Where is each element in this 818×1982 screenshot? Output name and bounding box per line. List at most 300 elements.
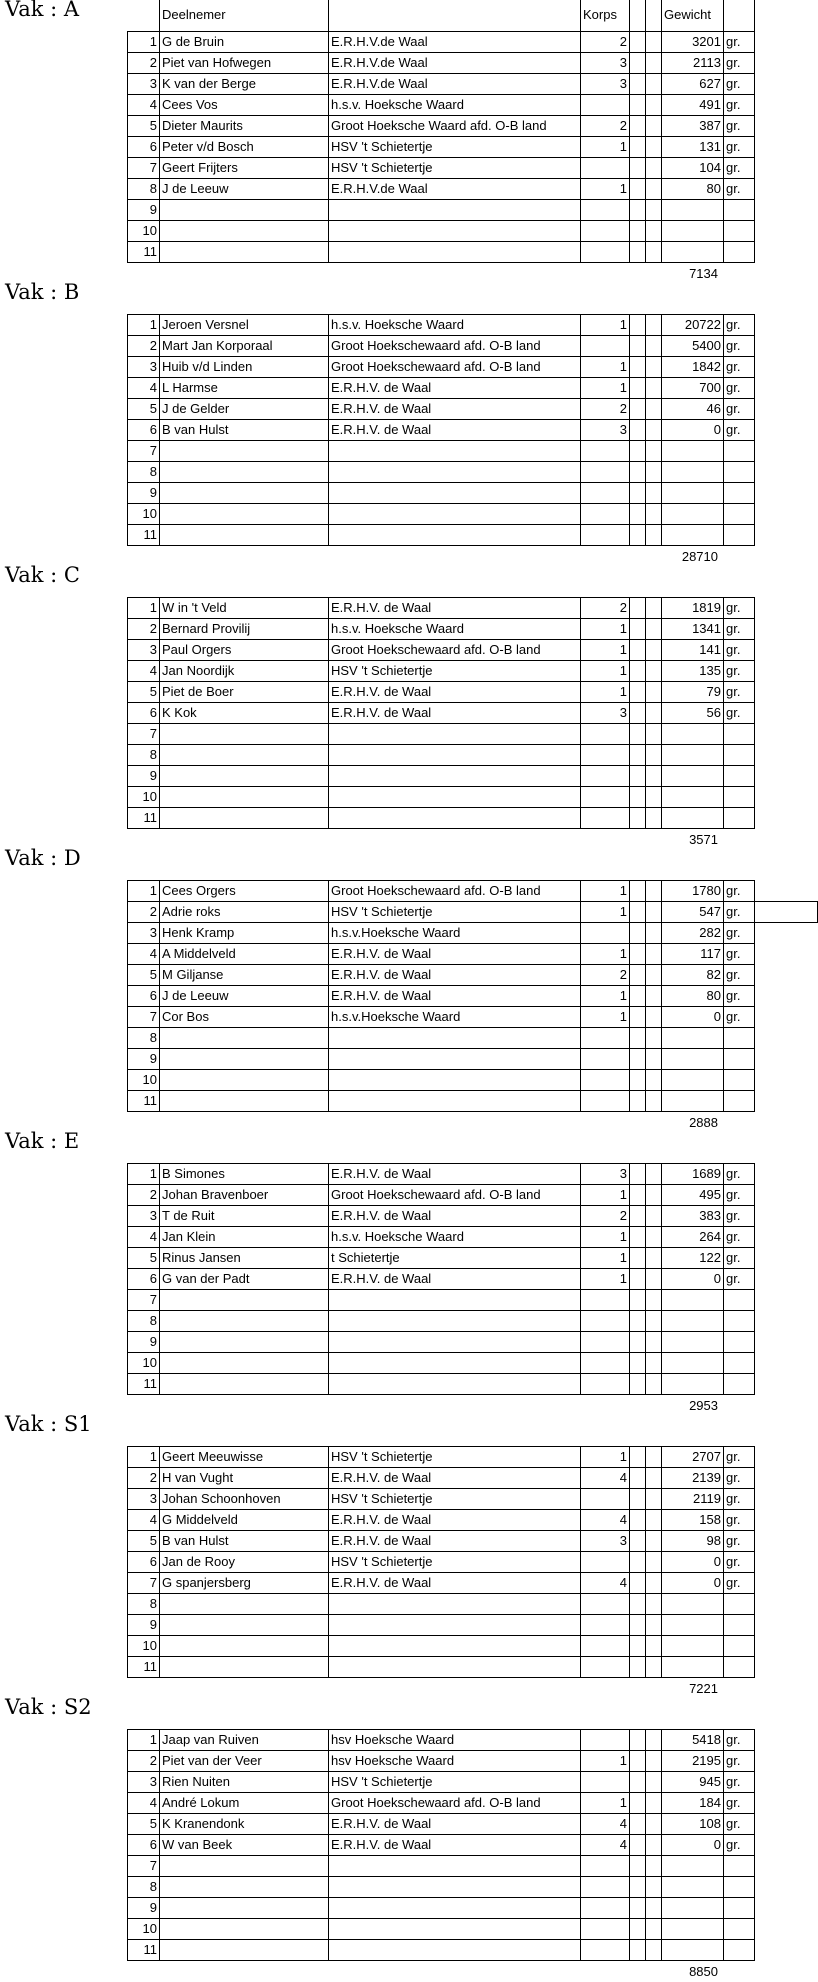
weight-unit: gr.	[726, 988, 741, 1003]
row-number: 3	[149, 925, 157, 940]
participant-name	[160, 1049, 328, 1069]
header-korps: Korps	[583, 7, 617, 22]
table-row	[0, 1468, 818, 1488]
table-row	[0, 787, 818, 807]
row-number: 6	[149, 705, 157, 720]
participant-name	[160, 1877, 328, 1897]
weight-value: 282	[699, 925, 721, 940]
club-name: HSV 't Schietertje	[331, 1554, 433, 1569]
participant-name	[160, 462, 328, 482]
club-name	[329, 724, 580, 744]
row-number: 6	[149, 988, 157, 1003]
participant-name: K van der Berge	[162, 76, 256, 91]
weight-unit: gr.	[726, 1250, 741, 1265]
participant-name	[160, 504, 328, 524]
participant-name	[160, 1898, 328, 1918]
table-row	[0, 619, 818, 639]
weight-value: 1780	[692, 883, 721, 898]
weight-value: 2707	[692, 1449, 721, 1464]
weight-value	[662, 724, 723, 744]
table-row	[0, 525, 818, 545]
participant-name	[160, 1028, 328, 1048]
table-row	[0, 1007, 818, 1027]
table-row	[0, 1248, 818, 1268]
table-row	[0, 1028, 818, 1048]
participant-name	[160, 483, 328, 503]
korps-value: 4	[619, 1470, 627, 1485]
weight-unit: gr.	[726, 359, 741, 374]
weight-value	[662, 1898, 723, 1918]
table-row	[0, 357, 818, 377]
participant-name: B Simones	[162, 1166, 225, 1181]
vak-title: Vak : B	[5, 280, 80, 304]
korps-value: 1	[619, 1009, 627, 1024]
row-number: 4	[149, 1229, 157, 1244]
participant-name	[160, 1615, 328, 1635]
club-name	[329, 200, 580, 220]
weight-value	[662, 441, 723, 461]
row-number: 10	[142, 223, 157, 238]
club-name: h.s.v. Hoeksche Waard	[331, 621, 464, 636]
weight-value: 383	[699, 1208, 721, 1223]
club-name: E.R.H.V. de Waal	[331, 967, 432, 982]
participant-name: A Middelveld	[162, 946, 236, 961]
club-name: E.R.H.V. de Waal	[331, 946, 432, 961]
weight-value	[662, 1919, 723, 1939]
table-row	[0, 1374, 818, 1394]
weight-value	[662, 1856, 723, 1876]
row-number: 10	[142, 506, 157, 521]
korps-value	[581, 1091, 629, 1111]
weight-unit: gr.	[726, 967, 741, 982]
korps-value: 4	[619, 1837, 627, 1852]
weight-unit	[724, 1311, 754, 1331]
participant-name: Jan Noordijk	[162, 663, 235, 678]
table-row	[0, 1877, 818, 1897]
row-number: 9	[149, 768, 157, 783]
row-number: 2	[149, 338, 157, 353]
korps-value: 1	[619, 380, 627, 395]
club-name	[329, 441, 580, 461]
weight-value: 0	[713, 1009, 721, 1024]
row-number: 11	[143, 1093, 157, 1108]
korps-value: 3	[619, 422, 627, 437]
header-gewicht: Gewicht	[664, 7, 711, 22]
participant-name	[160, 1332, 328, 1352]
header-divider	[723, 0, 724, 31]
club-name: Groot Hoekschewaard afd. O-B land	[331, 338, 541, 353]
table-row	[0, 1772, 818, 1792]
table-row	[0, 1206, 818, 1226]
korps-value	[581, 1898, 629, 1918]
club-name: HSV 't Schietertje	[331, 1774, 433, 1789]
weight-unit: gr.	[726, 1491, 741, 1506]
korps-value	[581, 787, 629, 807]
korps-value: 1	[619, 1795, 627, 1810]
korps-value: 3	[619, 55, 627, 70]
club-name	[329, 787, 580, 807]
row-number: 9	[149, 485, 157, 500]
weight-value: 945	[699, 1774, 721, 1789]
weight-unit: gr.	[726, 1732, 741, 1747]
weight-value: 387	[699, 118, 721, 133]
korps-value	[581, 1290, 629, 1310]
korps-value: 1	[619, 621, 627, 636]
header-divider	[754, 0, 755, 31]
weight-value: 122	[699, 1250, 721, 1265]
weight-unit: gr.	[726, 1166, 741, 1181]
weight-value: 82	[706, 967, 721, 982]
korps-value: 1	[619, 1271, 627, 1286]
korps-value: 1	[619, 988, 627, 1003]
club-name: h.s.v. Hoeksche Waard	[331, 1229, 464, 1244]
section-total: 3571	[689, 832, 718, 847]
participant-name	[160, 1636, 328, 1656]
header-divider	[629, 0, 630, 31]
korps-value	[581, 1730, 629, 1750]
weight-value: 0	[713, 1575, 721, 1590]
row-number: 5	[149, 118, 157, 133]
row-number: 3	[149, 359, 157, 374]
participant-name: Piet van der Veer	[162, 1753, 262, 1768]
korps-value	[581, 1615, 629, 1635]
weight-value	[662, 1332, 723, 1352]
club-name	[329, 1856, 580, 1876]
weight-unit: gr.	[726, 1187, 741, 1202]
participant-name: G van der Padt	[162, 1271, 250, 1286]
weight-unit	[724, 1919, 754, 1939]
participant-name	[160, 441, 328, 461]
korps-value: 2	[619, 1208, 627, 1223]
weight-value: 0	[713, 422, 721, 437]
korps-value: 2	[619, 600, 627, 615]
club-name: E.R.H.V. de Waal	[331, 705, 432, 720]
section-total: 2953	[689, 1398, 718, 1413]
participant-name: Henk Kramp	[162, 925, 235, 940]
participant-name	[160, 1594, 328, 1614]
weight-value: 627	[699, 76, 721, 91]
row-number: 2	[149, 621, 157, 636]
row-number: 4	[149, 946, 157, 961]
weight-value: 80	[706, 988, 721, 1003]
weight-unit	[724, 766, 754, 786]
weight-value: 0	[713, 1837, 721, 1852]
vak-title: Vak : A	[5, 0, 80, 21]
table-row	[0, 116, 818, 136]
club-name	[329, 242, 580, 262]
club-name	[329, 1091, 580, 1111]
club-name: E.R.H.V. de Waal	[331, 1575, 432, 1590]
korps-value	[581, 462, 629, 482]
club-name	[329, 1657, 580, 1677]
table-row	[0, 399, 818, 419]
weight-unit	[724, 1636, 754, 1656]
weight-unit	[724, 724, 754, 744]
table-row	[0, 1751, 818, 1771]
row-number: 8	[149, 464, 157, 479]
korps-value	[581, 1772, 629, 1792]
korps-value: 1	[619, 904, 627, 919]
row-number: 4	[149, 663, 157, 678]
participant-name: Johan Schoonhoven	[162, 1491, 281, 1506]
weight-value: 158	[699, 1512, 721, 1527]
participant-name: Jaap van Ruiven	[162, 1732, 259, 1747]
header-deelnemer: Deelnemer	[162, 7, 226, 22]
row-number: 3	[149, 76, 157, 91]
participant-name	[160, 1374, 328, 1394]
row-number: 7	[149, 160, 157, 175]
club-name: E.R.H.V. de Waal	[331, 422, 432, 437]
weight-unit	[724, 200, 754, 220]
korps-value	[581, 766, 629, 786]
weight-unit	[724, 1594, 754, 1614]
korps-value	[581, 242, 629, 262]
korps-value	[581, 1070, 629, 1090]
table-row	[0, 766, 818, 786]
weight-value: 547	[699, 904, 721, 919]
weight-unit	[724, 1856, 754, 1876]
participant-name	[160, 766, 328, 786]
weight-unit	[724, 462, 754, 482]
row-number: 6	[149, 1554, 157, 1569]
header-divider	[328, 0, 329, 31]
row-number: 6	[149, 1837, 157, 1852]
table-row	[0, 242, 818, 262]
row-number: 3	[149, 1774, 157, 1789]
participant-name: K Kok	[162, 705, 197, 720]
weight-value	[662, 504, 723, 524]
club-name: Groot Hoekschewaard afd. O-B land	[331, 359, 541, 374]
club-name: Groot Hoekschewaard afd. O-B land	[331, 1795, 541, 1810]
participant-name: André Lokum	[162, 1795, 240, 1810]
weight-unit: gr.	[726, 600, 741, 615]
table-row	[0, 640, 818, 660]
table-row	[0, 95, 818, 115]
participant-name: Jan de Rooy	[162, 1554, 235, 1569]
weight-value	[662, 808, 723, 828]
row-number: 10	[142, 1638, 157, 1653]
weight-unit: gr.	[726, 422, 741, 437]
row-number: 11	[143, 1942, 157, 1957]
club-name: E.R.H.V. de Waal	[331, 1166, 432, 1181]
table-row	[0, 1091, 818, 1111]
row-number: 7	[149, 1009, 157, 1024]
weight-unit: gr.	[726, 34, 741, 49]
club-name	[329, 221, 580, 241]
participant-name: Paul Orgers	[162, 642, 232, 657]
korps-value	[581, 158, 629, 178]
weight-value: 80	[706, 181, 721, 196]
table-row	[0, 1290, 818, 1310]
weight-unit: gr.	[726, 925, 741, 940]
table-row	[0, 1636, 818, 1656]
participant-name: Cees Orgers	[162, 883, 236, 898]
weight-value	[662, 1028, 723, 1048]
row-number: 11	[143, 1376, 157, 1391]
weight-value: 1341	[692, 621, 721, 636]
table-row	[0, 1919, 818, 1939]
weight-value: 1819	[692, 600, 721, 615]
club-name: E.R.H.V. de Waal	[331, 1837, 432, 1852]
header-divider	[159, 0, 160, 31]
weight-value: 184	[699, 1795, 721, 1810]
weight-unit: gr.	[726, 1816, 741, 1831]
row-number: 6	[149, 422, 157, 437]
weight-value: 98	[706, 1533, 721, 1548]
korps-value	[581, 1374, 629, 1394]
table-row	[0, 965, 818, 985]
club-name	[329, 1353, 580, 1373]
participant-name	[160, 1940, 328, 1960]
weight-unit: gr.	[726, 621, 741, 636]
weight-unit	[724, 504, 754, 524]
korps-value	[581, 1856, 629, 1876]
korps-value: 1	[619, 139, 627, 154]
table-row	[0, 137, 818, 157]
weight-unit	[724, 483, 754, 503]
participant-name	[160, 1070, 328, 1090]
korps-value: 2	[619, 967, 627, 982]
participant-name: Johan Bravenboer	[162, 1187, 269, 1202]
weight-unit: gr.	[726, 139, 741, 154]
table-row	[0, 745, 818, 765]
table-row	[0, 1814, 818, 1834]
weight-unit	[724, 1940, 754, 1960]
table-row	[0, 661, 818, 681]
row-number: 2	[149, 1470, 157, 1485]
weight-unit: gr.	[726, 55, 741, 70]
korps-value: 1	[619, 1449, 627, 1464]
club-name: E.R.H.V. de Waal	[331, 1208, 432, 1223]
korps-value	[581, 1919, 629, 1939]
table-row	[0, 1898, 818, 1918]
weight-unit: gr.	[726, 401, 741, 416]
korps-value	[581, 1353, 629, 1373]
weight-value	[662, 462, 723, 482]
section-total: 7134	[689, 266, 718, 281]
weight-value: 46	[706, 401, 721, 416]
club-name: Groot Hoekschewaard afd. O-B land	[331, 1187, 541, 1202]
row-number: 4	[149, 1795, 157, 1810]
club-name	[329, 483, 580, 503]
club-name: E.R.H.V.de Waal	[331, 181, 428, 196]
participant-name: K Kranendonk	[162, 1816, 245, 1831]
weight-value: 104	[699, 160, 721, 175]
club-name: hsv Hoeksche Waard	[331, 1732, 455, 1747]
weight-value	[662, 1353, 723, 1373]
row-number: 4	[149, 1512, 157, 1527]
weight-unit	[724, 1898, 754, 1918]
participant-name	[160, 745, 328, 765]
row-number: 8	[149, 747, 157, 762]
club-name: HSV 't Schietertje	[331, 1449, 433, 1464]
korps-value: 1	[619, 317, 627, 332]
section-total: 7221	[689, 1681, 718, 1696]
weight-unit: gr.	[726, 317, 741, 332]
table-row	[0, 462, 818, 482]
row-number: 11	[143, 810, 157, 825]
korps-value: 1	[619, 684, 627, 699]
table-row	[0, 808, 818, 828]
weight-unit	[724, 745, 754, 765]
weight-value: 0	[713, 1554, 721, 1569]
participant-name: Mart Jan Korporaal	[162, 338, 273, 353]
weight-value	[662, 1636, 723, 1656]
club-name: HSV 't Schietertje	[331, 1491, 433, 1506]
weight-unit: gr.	[726, 1837, 741, 1852]
table-row	[0, 1615, 818, 1635]
participant-name: Huib v/d Linden	[162, 359, 253, 374]
korps-value	[581, 923, 629, 943]
weight-value: 0	[713, 1271, 721, 1286]
korps-value: 1	[619, 642, 627, 657]
row-number: 3	[149, 1208, 157, 1223]
korps-value: 3	[619, 1166, 627, 1181]
header-divider	[661, 0, 662, 31]
weight-value: 700	[699, 380, 721, 395]
participant-name: Adrie roks	[162, 904, 221, 919]
korps-value	[581, 1657, 629, 1677]
row-number: 1	[149, 34, 157, 49]
table-row	[0, 1531, 818, 1551]
table-row	[0, 1594, 818, 1614]
participant-name: Bernard Provilij	[162, 621, 251, 636]
row-number: 7	[149, 1858, 157, 1873]
weight-unit: gr.	[726, 1449, 741, 1464]
table-row	[0, 200, 818, 220]
row-number: 7	[149, 443, 157, 458]
club-name: HSV 't Schietertje	[331, 904, 433, 919]
participant-name	[160, 200, 328, 220]
club-name: t Schietertje	[331, 1250, 400, 1265]
table-row	[0, 221, 818, 241]
korps-value: 1	[619, 946, 627, 961]
club-name	[329, 462, 580, 482]
weight-unit	[724, 808, 754, 828]
table-row	[0, 1856, 818, 1876]
club-name: HSV 't Schietertje	[331, 663, 433, 678]
club-name: Groot Hoekschewaard afd. O-B land	[331, 883, 541, 898]
participant-name	[160, 787, 328, 807]
table-row	[0, 1573, 818, 1593]
club-name: Groot Hoeksche Waard afd. O-B land	[331, 118, 547, 133]
weight-unit: gr.	[726, 1533, 741, 1548]
vak-section	[0, 1129, 818, 1415]
weight-unit	[724, 1028, 754, 1048]
row-number: 2	[149, 904, 157, 919]
table-row	[0, 1185, 818, 1205]
korps-value: 4	[619, 1816, 627, 1831]
weight-value	[662, 1877, 723, 1897]
table-row	[0, 504, 818, 524]
table-row	[0, 1353, 818, 1373]
weight-unit	[724, 221, 754, 241]
row-number: 1	[149, 317, 157, 332]
korps-value: 1	[619, 1229, 627, 1244]
club-name	[329, 1311, 580, 1331]
club-name: E.R.H.V. de Waal	[331, 401, 432, 416]
club-name	[329, 1049, 580, 1069]
weight-value	[662, 221, 723, 241]
row-number: 1	[149, 1732, 157, 1747]
section-total: 2888	[689, 1115, 718, 1130]
weight-value: 264	[699, 1229, 721, 1244]
weight-unit	[724, 1615, 754, 1635]
weight-unit: gr.	[726, 663, 741, 678]
participant-name: Cor Bos	[162, 1009, 209, 1024]
row-number: 7	[149, 1292, 157, 1307]
participant-name	[160, 1353, 328, 1373]
